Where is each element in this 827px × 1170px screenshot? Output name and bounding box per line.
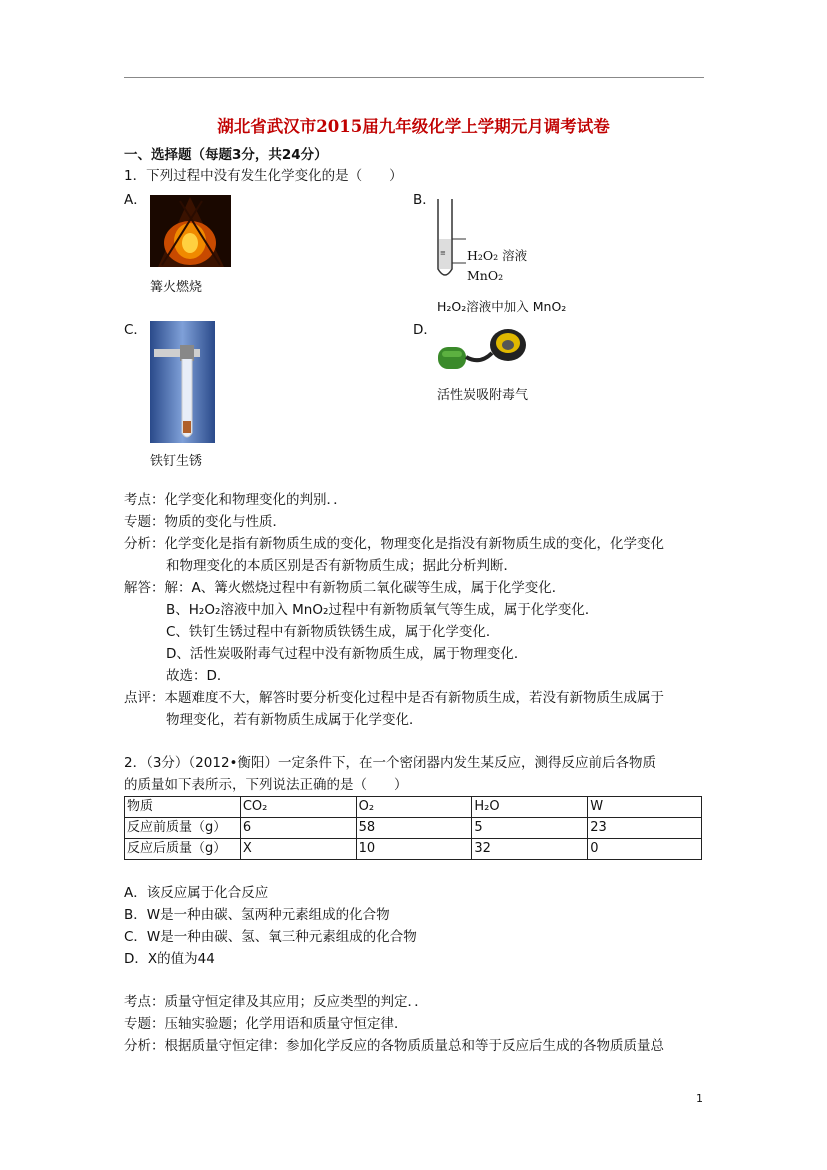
q1-dianping-line1: 点评：本题难度不大，解答时要分析变化过程中是否有新物质生成，若没有新物质生成属于 [124, 690, 664, 706]
q1-option-d-caption: 活性炭吸附毒气 [437, 388, 529, 403]
q1-fenxi-line1: 分析：化学变化是指有新物质生成的变化，物理变化是指没有新物质生成的变化，化学变化 [124, 536, 664, 552]
rusting-nail-image [150, 321, 215, 443]
page-title: 湖北省武汉市2015届九年级化学上学期元月调考试卷 [217, 117, 610, 136]
table-cell: 反应后质量（g） [125, 839, 241, 860]
mass-table [124, 796, 702, 860]
q1-jieda-line1: 解答：解：A、篝火燃烧过程中有新物质二氧化碳等生成，属于化学变化． [124, 580, 566, 596]
q2-option-d: D．X的值为44 [124, 951, 215, 967]
table-header-cell: CO₂ [240, 797, 356, 818]
table-header-cell: W [588, 797, 702, 818]
h2o2-label: H₂O₂ 溶液 [467, 248, 528, 263]
q1-fenxi-line2: 和物理变化的本质区别是否有新物质生成；据此分析判断． [166, 558, 517, 574]
q1-option-a-caption: 篝火燃烧 [150, 280, 203, 295]
q2-stem-line1: 2．（3分）（2012•衡阳）一定条件下，在一个密闭器内发生某反应，测得反应前后各物质 [124, 755, 656, 771]
q1-jieda-answer: 故选：D． [166, 668, 231, 684]
q1-option-a-letter: A． [124, 192, 147, 208]
q2-fenxi-line1: 分析：根据质量守恒定律：参加化学反应的各物质质量总和等于反应后生成的各物质质量总 [124, 1038, 664, 1054]
bonfire-image [150, 195, 231, 267]
q1-jieda-line2: B、H₂O₂溶液中加入 MnO₂过程中有新物质氧气等生成，属于化学变化． [166, 602, 599, 618]
q1-option-b-caption: H₂O₂溶液中加入 MnO₂ [437, 299, 567, 314]
q2-option-a: A．该反应属于化合反应 [124, 885, 269, 901]
table-row [125, 839, 702, 860]
table-cell: 23 [588, 818, 702, 839]
header-rule [124, 77, 704, 78]
table-cell: 6 [240, 818, 356, 839]
q1-dianping-line2: 物理变化，若有新物质生成属于化学变化． [166, 712, 423, 728]
table-cell: 0 [588, 839, 702, 860]
q1-zhuanti: 专题：物质的变化与性质． [124, 514, 286, 530]
svg-text:≡: ≡ [440, 249, 446, 257]
mno2-label: MnO₂ [467, 268, 504, 283]
q1-stem: 1．下列过程中没有发生化学变化的是（ ） [124, 168, 403, 184]
table-cell: 反应前质量（g） [125, 818, 241, 839]
q2-stem-line2: 的质量如下表所示，下列说法正确的是（ ） [124, 777, 408, 793]
table-header-row [125, 797, 702, 818]
q2-option-b: B．W是一种由碳、氢两种元素组成的化合物 [124, 907, 390, 923]
q1-kaodian: 考点：化学变化和物理变化的判别．． [124, 492, 347, 508]
table-cell: 5 [472, 818, 588, 839]
table-header-cell: H₂O [472, 797, 588, 818]
q2-kaodian: 考点：质量守恒定律及其应用；反应类型的判定．． [124, 994, 428, 1010]
table-header-cell: 物质 [125, 797, 241, 818]
gas-mask-image [436, 325, 530, 375]
table-header-cell: O₂ [356, 797, 472, 818]
q2-zhuanti: 专题：压轴实验题；化学用语和质量守恒定律． [124, 1016, 408, 1032]
table-cell: X [240, 839, 356, 860]
q1-option-c-caption: 铁钉生锈 [150, 454, 203, 469]
q1-jieda-line3: C、铁钉生锈过程中有新物质铁锈生成，属于化学变化． [166, 624, 500, 640]
q1-option-c-letter: C． [124, 322, 147, 338]
table-row [125, 818, 702, 839]
q1-jieda-line4: D、活性炭吸附毒气过程中没有新物质生成，属于物理变化． [166, 646, 528, 662]
page-number: 1 [696, 1092, 703, 1105]
table-cell: 58 [356, 818, 472, 839]
q2-option-c: C．W是一种由碳、氢、氧三种元素组成的化合物 [124, 929, 417, 945]
table-cell: 32 [472, 839, 588, 860]
section-heading: 一、选择题（每题3分，共24分） [124, 147, 328, 163]
q1-option-b-letter: B． [413, 192, 436, 208]
q1-option-d-letter: D． [413, 322, 437, 338]
table-cell: 10 [356, 839, 472, 860]
